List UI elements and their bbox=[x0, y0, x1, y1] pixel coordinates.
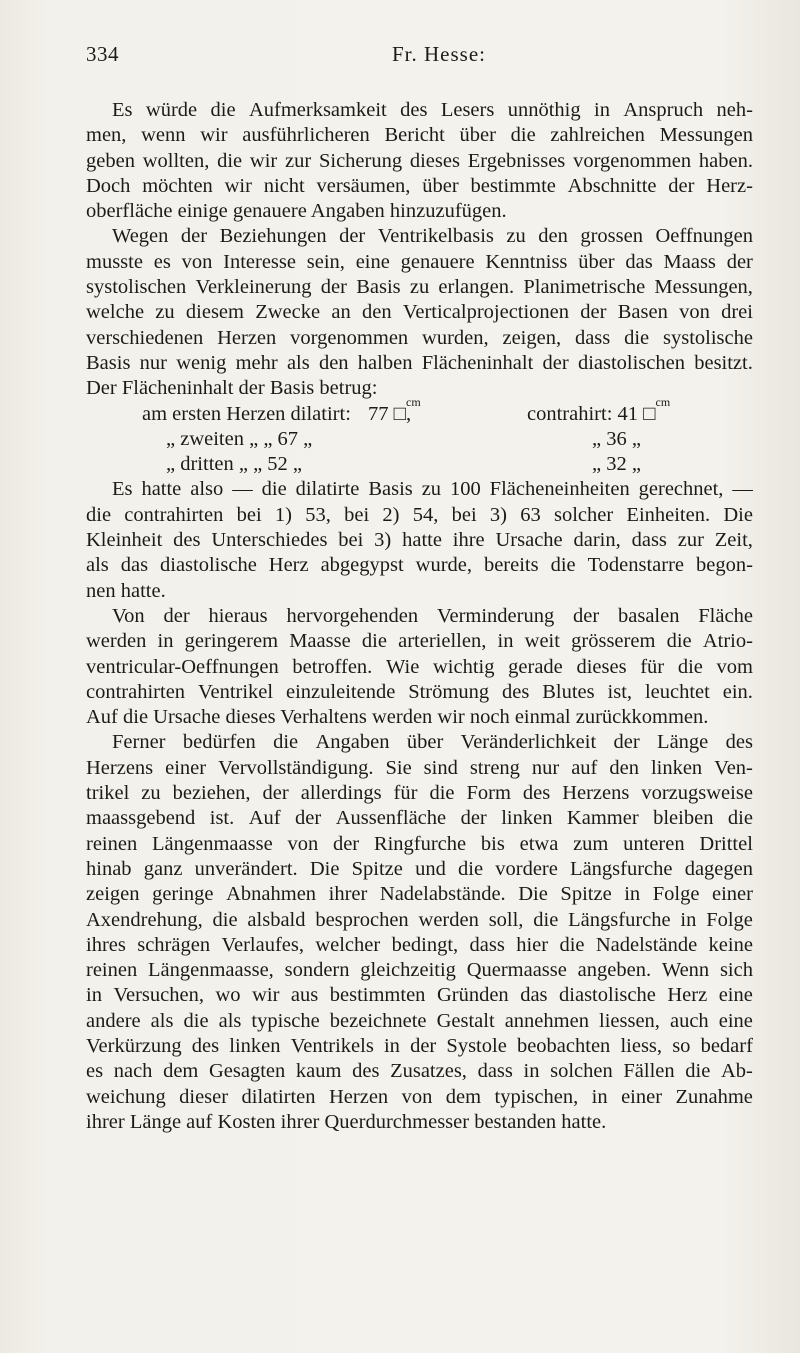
text-line: Ferner bedürfen die Angaben über Veränderlichkeit der Länge des bbox=[112, 731, 753, 754]
text-line: Axendrehung, die alsbald besprochen werden soll, die Längsfurche in Folge bbox=[86, 908, 753, 931]
text-line: hinab ganz unverändert. Die Spitze und die vordere Längsfurche dagegen bbox=[86, 857, 753, 880]
text-line: Basis nur wenig mehr als den halben Flächeninhalt der diastolischen besitzt. bbox=[86, 351, 753, 374]
text-line: Auf die Ursache dieses Verhaltens werden wir noch einmal zurückkommen. bbox=[86, 706, 709, 729]
text-line: es nach dem Gesagten kaum des Zusatzes, dass in solchen Fällen die Ab- bbox=[86, 1060, 753, 1083]
text-line: Es hatte also — die dilatirte Basis zu 100 Flächeneinheiten gerechnet, — bbox=[112, 478, 753, 501]
text-line: ventricular-Oeffnungen betroffen. Wie wichtig gerade dieses für die vom bbox=[86, 655, 753, 678]
text-line: contrahirten Ventrikel einzuleitende Strömung des Blutes ist, leuchtet ein. bbox=[86, 680, 753, 703]
page-header bbox=[86, 42, 760, 72]
measurement-row: „ zweiten „ „ 67 „ „ 36 „ bbox=[166, 427, 641, 450]
text-line: Doch möchten wir nicht versäumen, über bestimmte Abschnitte der Herz- bbox=[86, 174, 753, 197]
text-line: Kleinheit des Unterschiedes bei 3) hatte ihre Ursache darin, dass zur Zeit, bbox=[86, 529, 753, 552]
text-line: nen hatte. bbox=[86, 579, 166, 602]
text-line: ihres schrägen Verlaufes, welcher bedingt, dass hier die Nadelstände keine bbox=[86, 933, 753, 956]
text-line: weichung dieser dilatirten Herzen von dem typischen, in einer Zunahme bbox=[86, 1085, 753, 1108]
text-line: Herzens einer Vervollständigung. Sie sind streng nur auf den linken Ven- bbox=[86, 756, 753, 779]
text-line: geben wollten, die wir zur Sicherung dieses Ergebnisses vorgenommen haben. bbox=[86, 149, 753, 172]
text-line: Von der hieraus hervorgehenden Verminderung der basalen Fläche bbox=[112, 604, 753, 627]
text-line: ihrer Länge auf Kosten ihrer Querdurchmesser bestanden hatte. bbox=[86, 1110, 607, 1133]
running-head: Fr. Hesse: bbox=[392, 42, 486, 66]
body-text bbox=[86, 98, 753, 1135]
text-line: reinen Längenmaasse von der Ringfurche bis etwa zum unteren Drittel bbox=[86, 832, 753, 855]
text-line: oberfläche einige genauere Angaben hinzuzufügen. bbox=[86, 200, 507, 223]
text-line: zeigen geringe Abnahmen ihrer Nadelabstände. Die Spitze in Folge einer bbox=[86, 883, 753, 906]
text-line: die contrahirten bei 1) 53, bei 2) 54, bei 3) 63 solcher Einheiten. Die bbox=[86, 503, 753, 526]
text-line: Verkürzung des linken Ventrikels in der Systole beobachten liess, so bedarf bbox=[86, 1034, 753, 1057]
text-line: men, wenn wir ausführlicheren Bericht über die zahlreichen Messungen bbox=[86, 124, 753, 147]
text-line: Es würde die Aufmerksamkeit des Lesers unnöthig in Anspruch neh- bbox=[112, 99, 753, 121]
text-line: als das diastolische Herz abgegypst wurde, bereits die Todenstarre begon- bbox=[86, 554, 753, 577]
text-line: reinen Längenmaasse, sondern gleichzeitig Quermaasse angeben. Wenn sich bbox=[86, 959, 753, 982]
text-line: musste es von Interesse sein, eine genauere Kenntniss über das Maass der bbox=[86, 250, 753, 273]
text-line: Wegen der Beziehungen der Ventrikelbasis zu den grossen Oeffnungen bbox=[112, 225, 753, 248]
text-line: werden in geringerem Maasse die arteriellen, in weit grösserem die Atrio- bbox=[86, 630, 753, 653]
text-line: systolischen Verkleinerung der Basis zu erlangen. Planimetrische Messungen, bbox=[86, 276, 753, 299]
measurement-row: am ersten Herzen dilatirt: 77 □ cm , contrahirt: 41 □ cm bbox=[142, 394, 671, 425]
text-line: maassgebend ist. Auf der Aussenfläche der linken Kammer bleiben die bbox=[86, 807, 753, 830]
measurement-row: „ dritten „ „ 52 „ „ 32 „ bbox=[166, 453, 641, 476]
text-line: andere als die als typische bezeichnete Gestalt annehmen liessen, auch eine bbox=[86, 1009, 753, 1032]
page-number: 334 bbox=[86, 42, 119, 66]
text-line: trikel zu beziehen, der allerdings für die Form des Herzens vorzugsweise bbox=[86, 782, 753, 805]
text-line: Der Flächeninhalt der Basis betrug: bbox=[86, 377, 378, 400]
text-line: in Versuchen, wo wir aus bestimmten Gründen das diastolische Herz eine bbox=[86, 984, 753, 1007]
measurement-table bbox=[86, 394, 753, 478]
text-line: welche zu diesem Zwecke an den Verticalprojectionen der Basen von drei bbox=[86, 301, 753, 324]
text-line: verschiedenen Herzen vorgenommen wurden, zeigen, dass die systolische bbox=[86, 326, 753, 349]
